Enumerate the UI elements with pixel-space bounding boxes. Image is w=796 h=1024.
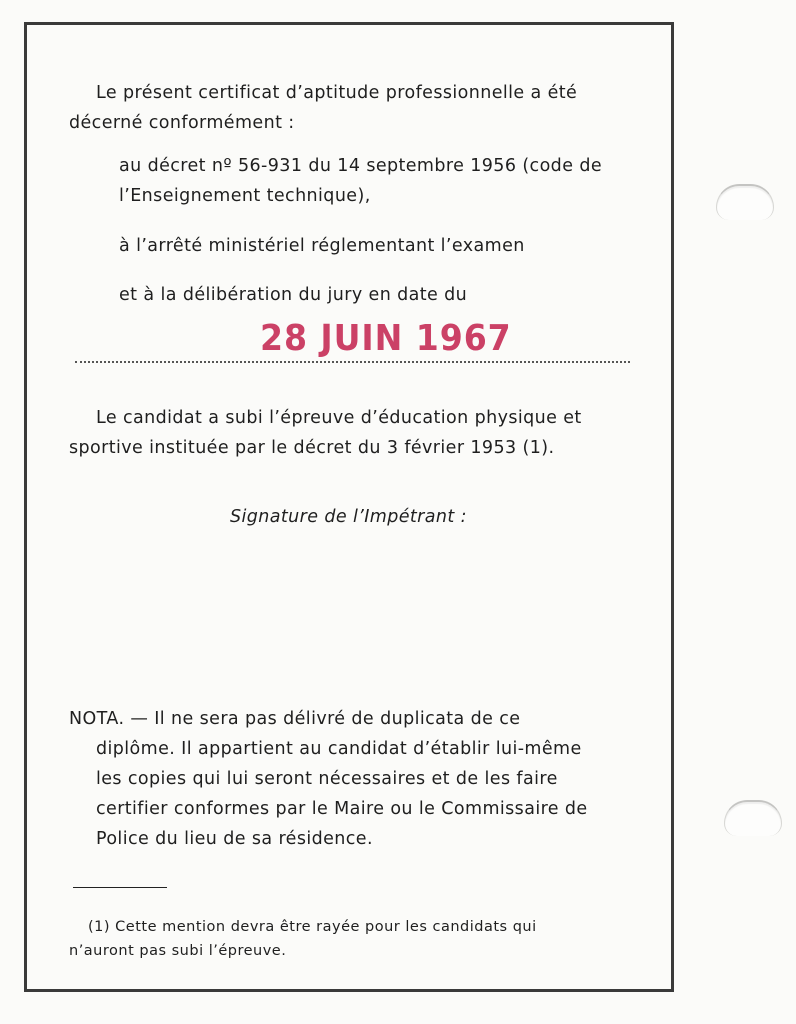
dotted-date-line <box>75 361 630 363</box>
physical-exam-line-1: Le candidat a subi l’épreuve d’éducation physique et <box>96 408 582 428</box>
date-stamp: 28 JUIN 1967 <box>260 318 512 359</box>
nota-line-2: diplôme. Il appartient au candidat d’établir lui-même <box>96 739 582 759</box>
decree-item-1-line-1: au décret nº 56-931 du 14 septembre 1956 (code de <box>119 156 602 176</box>
decree-item-1-line-2: l’Enseignement technique), <box>119 186 371 206</box>
footnote-line-2: n’auront pas subi l’épreuve. <box>69 943 287 959</box>
footnote-separator <box>73 887 167 888</box>
signature-label: Signature de l’Impétrant : <box>230 507 467 527</box>
decree-item-2: à l’arrêté ministériel réglementant l’examen <box>119 236 525 256</box>
physical-exam-line-2: sportive instituée par le décret du 3 février 1953 (1). <box>69 438 555 458</box>
nota-line-3: les copies qui lui seront nécessaires et de les faire <box>96 769 558 789</box>
nota-line-5: Police du lieu de sa résidence. <box>96 829 373 849</box>
footnote-line-1: (1) Cette mention devra être rayée pour les candidats qui <box>88 919 537 935</box>
punch-hole-bottom <box>724 800 782 836</box>
nota-line-1: NOTA. — Il ne sera pas délivré de duplicata de ce <box>69 709 521 729</box>
decree-item-3: et à la délibération du jury en date du <box>119 285 468 305</box>
punch-hole-top <box>716 184 774 220</box>
intro-line-1: Le présent certificat d’aptitude professionnelle a été <box>96 83 578 103</box>
intro-line-2: décerné conformément : <box>69 113 295 133</box>
nota-line-4: certifier conformes par le Maire ou le Commissaire de <box>96 799 588 819</box>
